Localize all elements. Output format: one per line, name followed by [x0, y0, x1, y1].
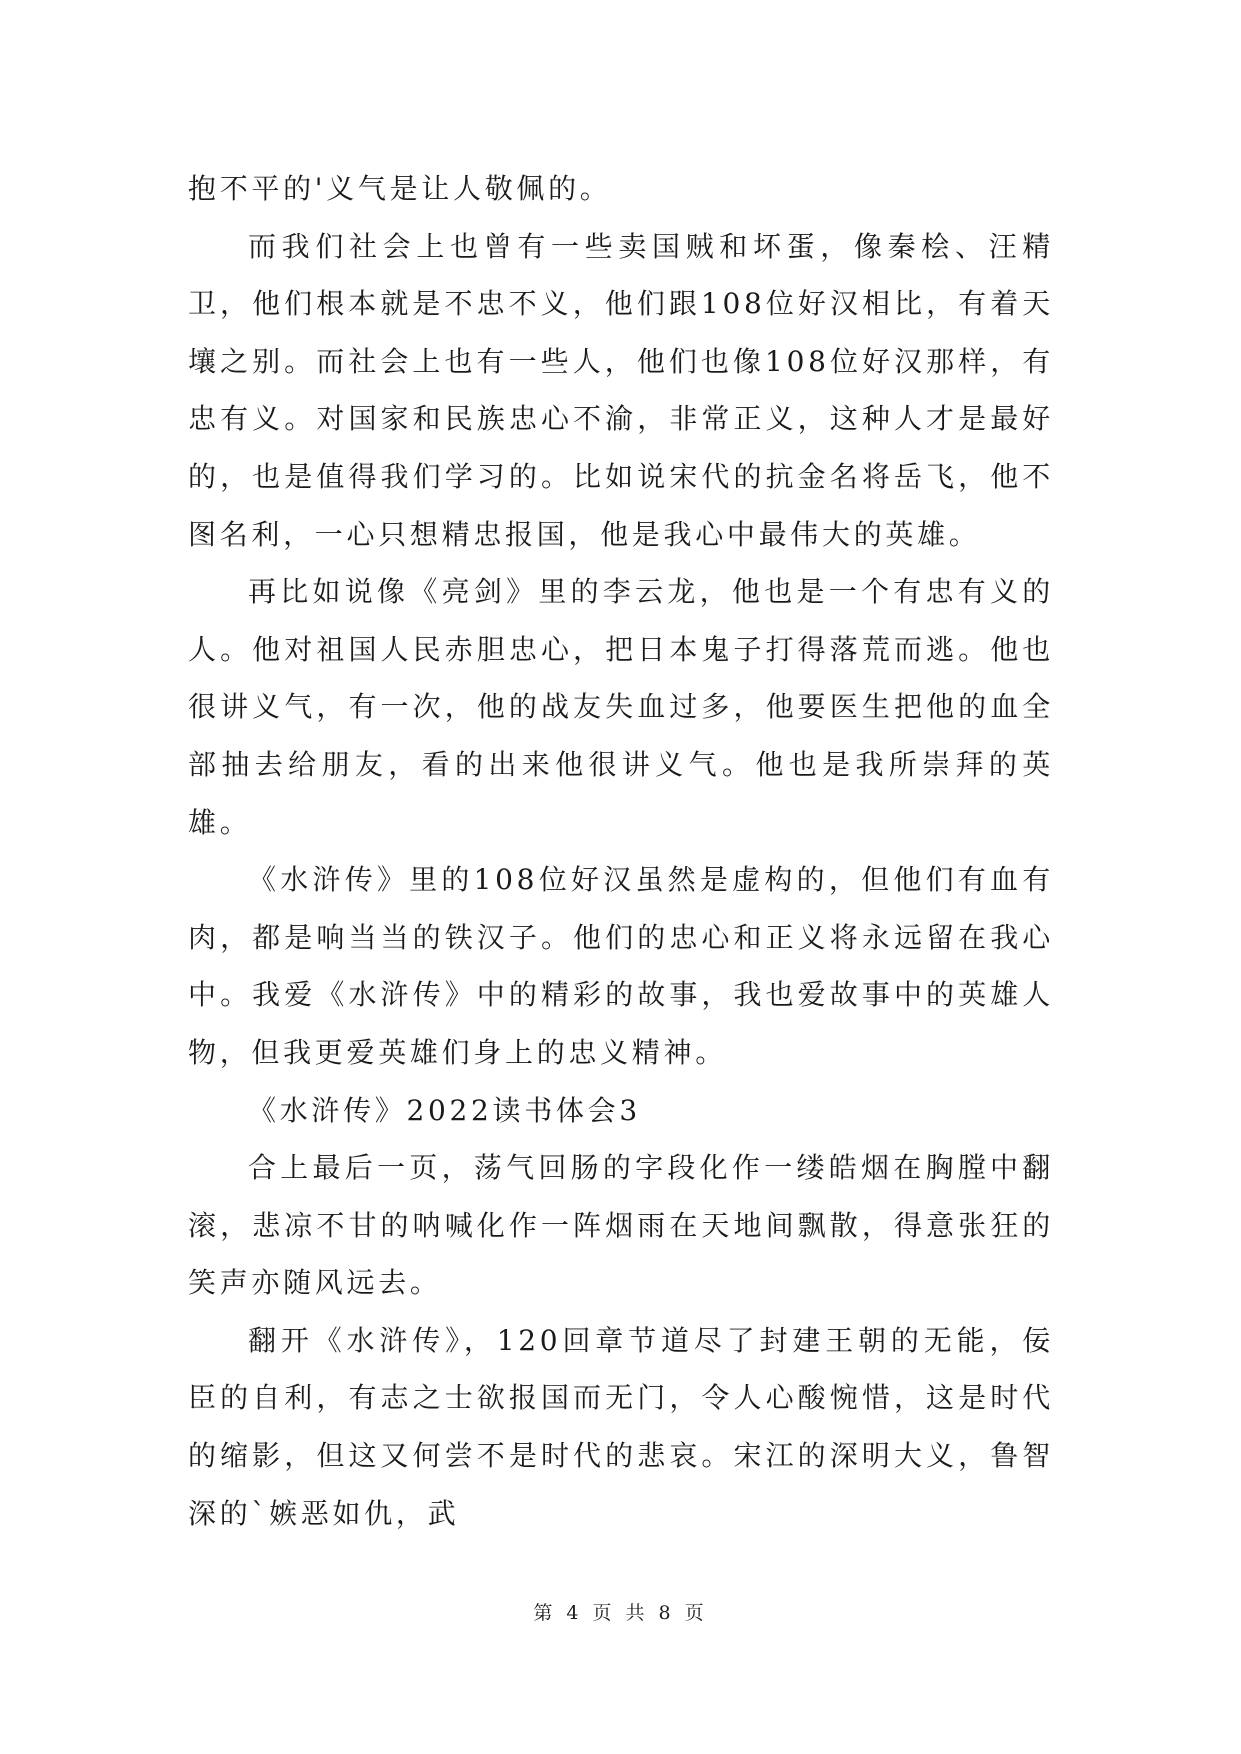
paragraph-2: 而我们社会上也曾有一些卖国贼和坏蛋，像秦桧、汪精卫，他们根本就是不忠不义，他们跟108位好汉相比，有着天壤之别。而社会上也有一些人，他们也像108位好汉那样，有忠有义。对国家和民族忠心不渝，非常正义，这种人才是最好的，也是值得我们学习的。比如说宋代的抗金名将岳飞，他不图名利，一心只想精忠报国，他是我心中最伟大的英雄。 [188, 229, 1054, 551]
paragraph-1: 抱不平的'义气是让人敬佩的。 [188, 172, 612, 205]
document-body [188, 160, 1054, 1542]
paragraph-6: 翻开《水浒传》，120回章节道尽了封建王朝的无能，佞臣的自利，有志之士欲报国而无门，令人心酸惋惜，这是时代的缩影，但这又何尝不是时代的悲哀。宋江的深明大义，鲁智深的`嫉恶如仇，武 [188, 1323, 1054, 1530]
section-heading: 《水浒传》2022读书体会3 [248, 1093, 641, 1127]
page-footer [0, 1598, 1241, 1625]
page-number: 第 4 页 共 8 页 [533, 1602, 708, 1624]
paragraph-4: 《水浒传》里的108位好汉虽然是虚构的，但他们有血有肉，都是响当当的铁汉子。他们的忠心和正义将永远留在我心中。我爱《水浒传》中的精彩的故事，我也爱故事中的英雄人物，但我更爱英雄们身上的忠义精神。 [188, 863, 1054, 1069]
paragraph-5: 合上最后一页，荡气回肠的字段化作一缕皓烟在胸膛中翻滚，悲凉不甘的呐喊化作一阵烟雨在天地间飘散，得意张狂的笑声亦随风远去。 [188, 1151, 1054, 1300]
paragraph-3: 再比如说像《亮剑》里的李云龙，他也是一个有忠有义的人。他对祖国人民赤胆忠心，把日本鬼子打得落荒而逃。他也很讲义气，有一次，他的战友失血过多，他要医生把他的血全部抽去给朋友，看的出来他很讲义气。他也是我所崇拜的英雄。 [188, 575, 1054, 839]
